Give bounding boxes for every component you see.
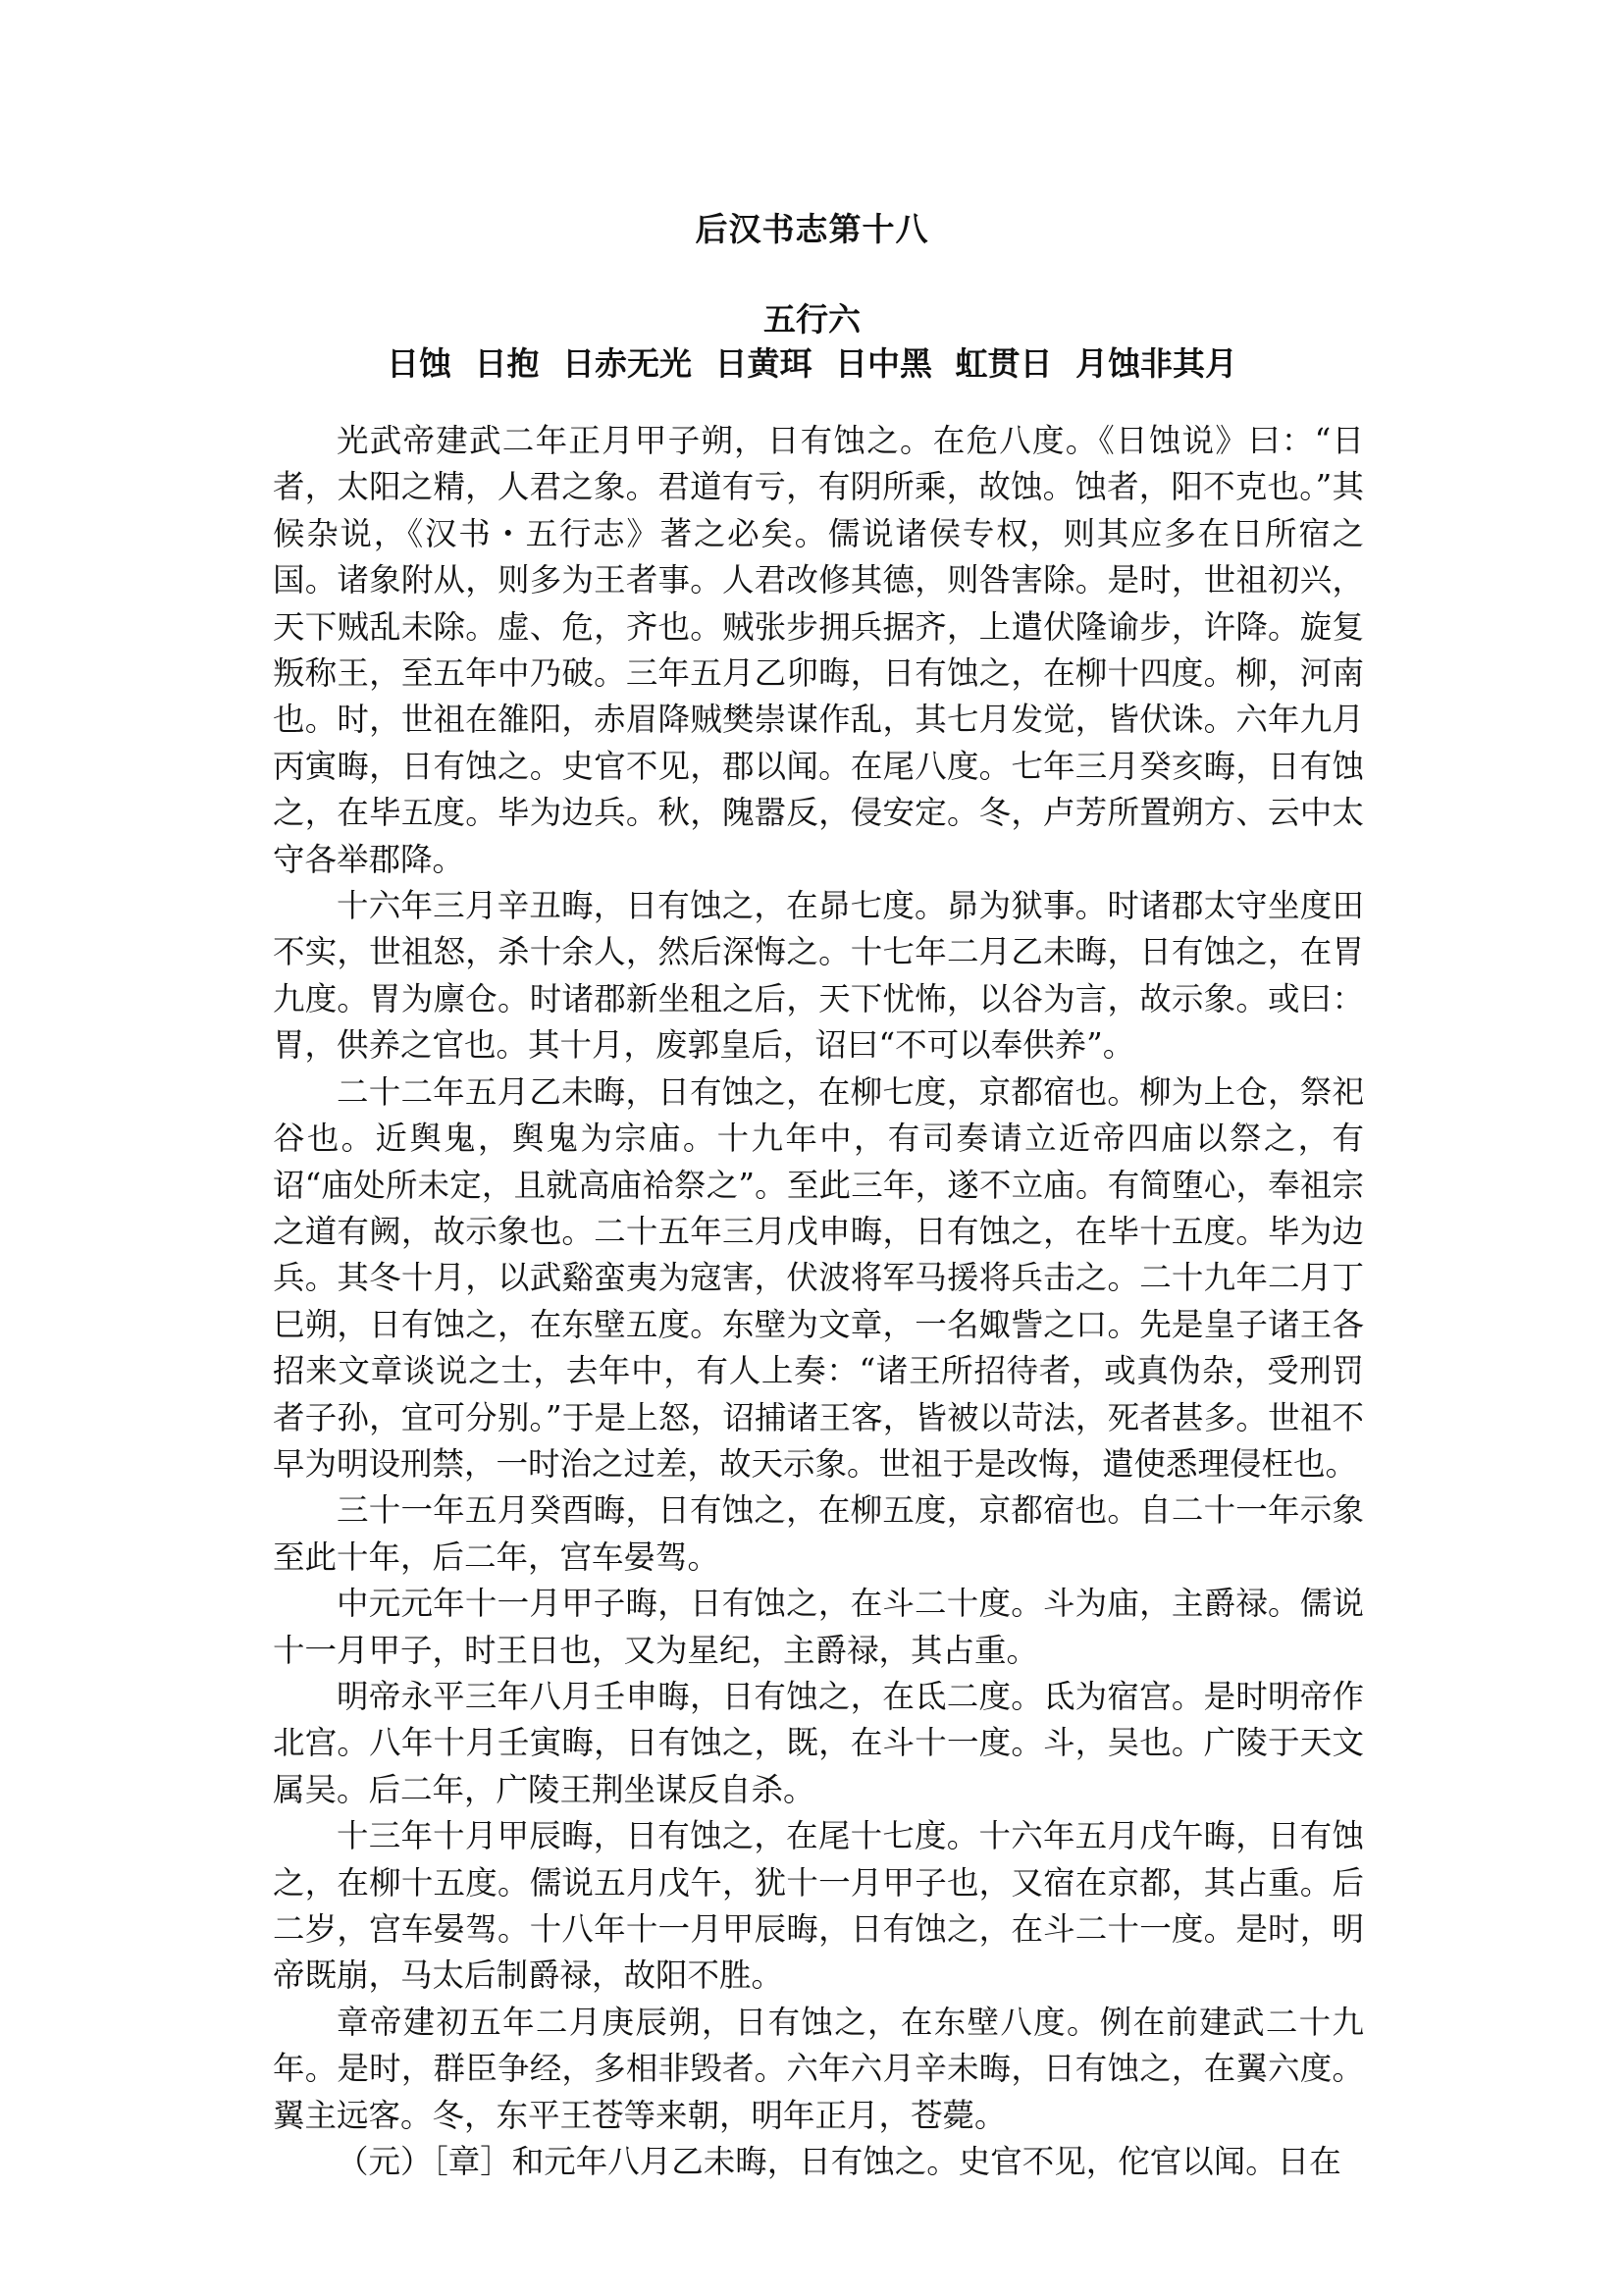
section-title: 五行六 <box>763 300 861 339</box>
paragraph: 二十二年五月乙未晦，日有蚀之，在柳七度，京都宿也。柳为上仓，祭祀谷也。近舆鬼，舆鬼为宗庙。十九年中，有司奏请立近帝四庙以祭之，有诏“庙处所未定，且就高庙祫祭之”。至此三年，遂不立庙。有简堕心，奉祖宗之道有阙，故示象也。二十五年三月戊申晦，日有蚀之，在毕十五度。毕为边兵。其冬十月，以武谿蛮夷为寇害，伏波将军马援将兵击之。二十九年二月丁巳朔，日有蚀之，在东壁五度。东壁为文章，一名娵訾之口。先是皇子诸王各招来文章谈说之士，去年中，有人上奏：“诸王所招待者，或真伪杂，受刑罚者子孙，宜可分别。”于是上怒，诏捕诸王客，皆被以苛法，死者甚多。世祖不早为明设刑禁，一时治之过差，故天示象。世祖于是改悔，遣使悉理侵枉也。 <box>273 1072 1364 1483</box>
body-text <box>273 418 1364 2185</box>
subtitle-item: 虹贯日 <box>955 344 1053 383</box>
subtitle-item: 日抱 <box>474 344 540 383</box>
page-title: 后汉书志第十八 <box>695 210 929 248</box>
paragraph: 三十一年五月癸酉晦，日有蚀之，在柳五度，京都宿也。自二十一年示象至此十年，后二年，宫车晏驾。 <box>273 1491 1364 1576</box>
subtitle-item: 日赤无光 <box>562 344 692 383</box>
paragraph: 章帝建初五年二月庚辰朔，日有蚀之，在东壁八度。例在前建武二十九年。是时，群臣争经，多相非毁者。六年六月辛未晦，日有蚀之，在翼六度。翼主远客。冬，东平王苍等来朝，明年正月，苍薨。 <box>273 2003 1364 2134</box>
paragraph: 光武帝建武二年正月甲子朔，日有蚀之。在危八度。《日蚀说》曰：“日者，太阳之精，人君之象。君道有亏，有阴所乘，故蚀。蚀者，阳不克也。”其候杂说，《汉书・五行志》著之必矣。儒说诸侯专权，则其应多在日所宿之国。诸象附从，则多为王者事。人君改修其德，则咎害除。是时，世祖初兴，天下贼乱未除。虚、危，齐也。贼张步拥兵据齐，上遣伏隆谕步，许降。旋复叛称王，至五年中乃破。三年五月乙卯晦，日有蚀之，在柳十四度。柳，河南也。时，世祖在雒阳，赤眉降贼樊崇谋作乱，其七月发觉，皆伏诛。六年九月丙寅晦，日有蚀之。史官不见，郡以闻。在尾八度。七年三月癸亥晦，日有蚀之，在毕五度。毕为边兵。秋，隗嚣反，侵安定。冬，卢芳所置朔方、云中太守各举郡降。 <box>273 422 1364 878</box>
section-subtitle <box>0 339 1624 385</box>
subtitle-item: 月蚀非其月 <box>1075 344 1237 383</box>
paragraph: 十三年十月甲辰晦，日有蚀之，在尾十七度。十六年五月戊午晦，日有蚀之，在柳十五度。儒说五月戊午，犹十一月甲子也，又宿在京都，其占重。后二岁，宫车晏驾。十八年十一月甲辰晦，日有蚀之，在斗二十一度。是时，明帝既崩，马太后制爵禄，故阳不胜。 <box>273 1817 1364 1995</box>
paragraph: 明帝永平三年八月壬申晦，日有蚀之，在氐二度。氐为宿宫。是时明帝作北宫。八年十月壬寅晦，日有蚀之，既，在斗十一度。斗，吴也。广陵于天文属吴。后二年，广陵王荆坐谋反自杀。 <box>273 1677 1364 1808</box>
paragraph: 十六年三月辛丑晦，日有蚀之，在昴七度。昴为狱事。时诸郡太守坐度田不实，世祖怒，杀十余人，然后深悔之。十七年二月乙未晦，日有蚀之，在胃九度。胃为廪仓。时诸郡新坐租之后，天下忧怖，以谷为言，故示象。或曰：胃，供养之官也。其十月，废郭皇后，诏曰“不可以奉供养”。 <box>273 887 1364 1065</box>
paragraph: （元）［章］和元年八月乙未晦，日有蚀之。史官不见，佗官以闻。日在 <box>337 2143 1341 2181</box>
subtitle-item: 日中黑 <box>835 344 932 383</box>
paragraph: 中元元年十一月甲子晦，日有蚀之，在斗二十度。斗为庙，主爵禄。儒说十一月甲子，时王日也，又为星纪，主爵禄，其占重。 <box>273 1585 1364 1669</box>
subtitle-item: 日黄珥 <box>714 344 812 383</box>
subtitle-item: 日蚀 <box>387 344 451 383</box>
